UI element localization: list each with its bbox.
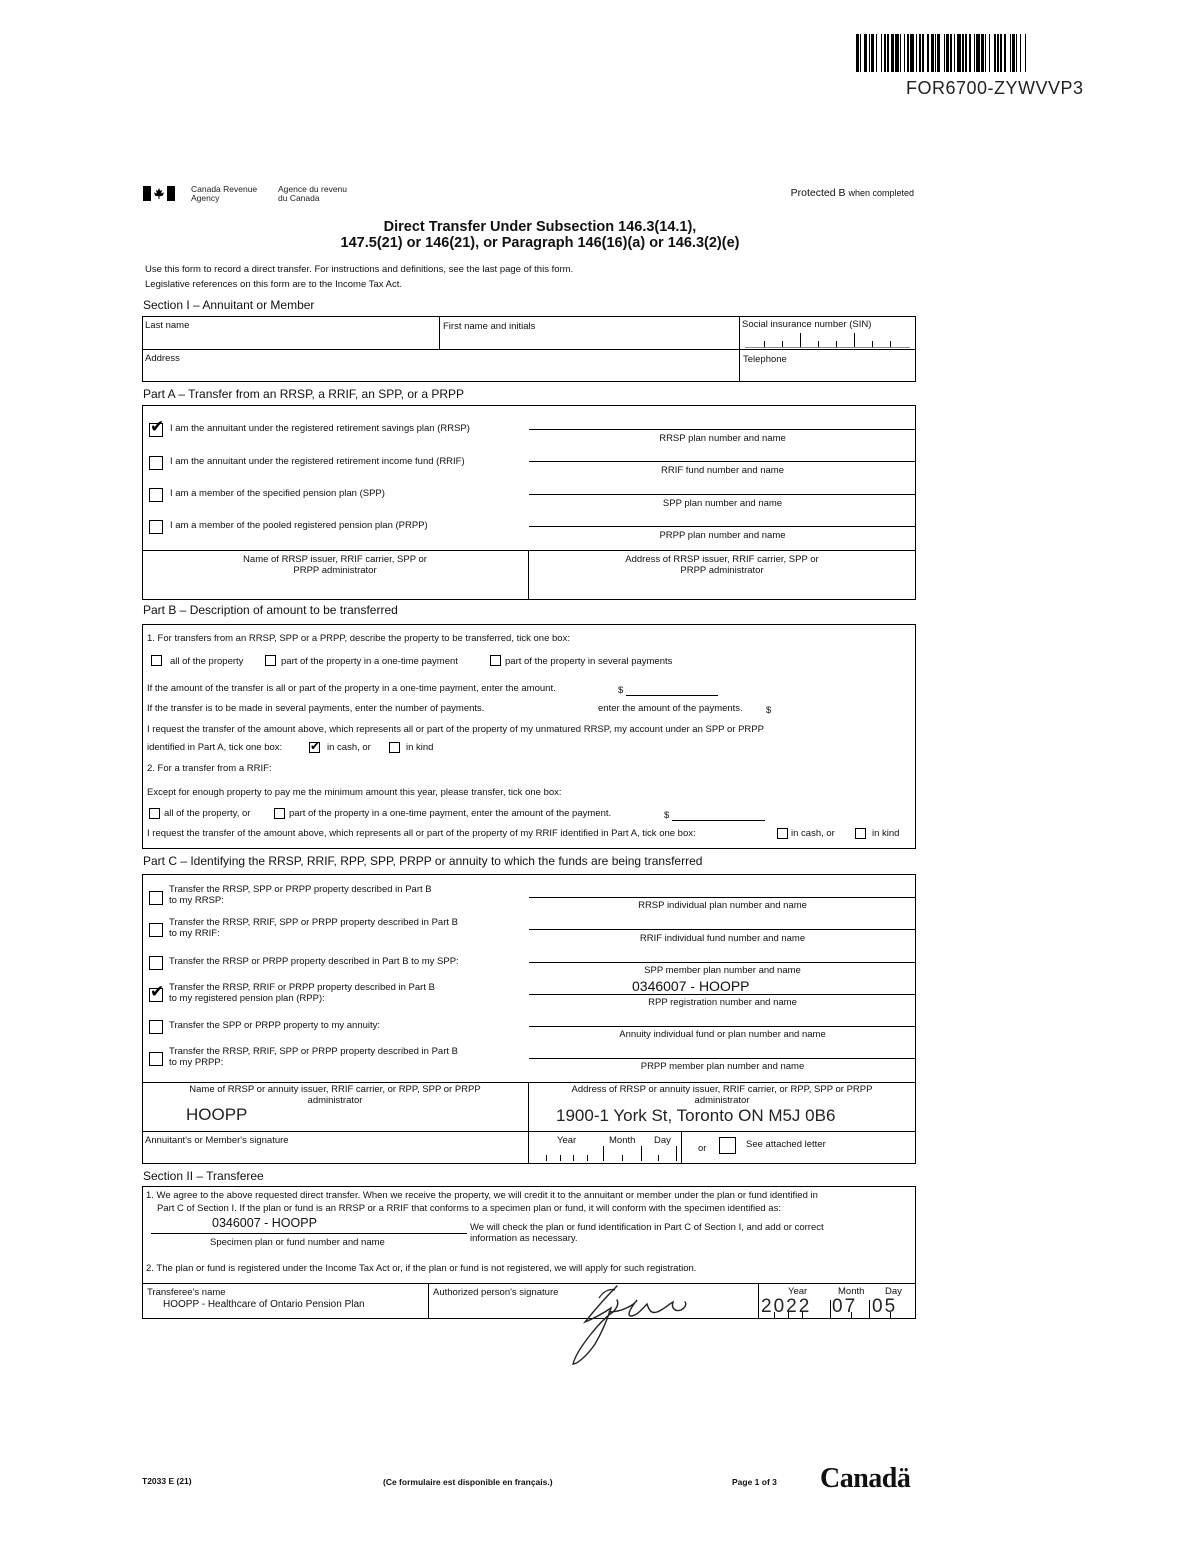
part-b-several-checkbox[interactable] <box>490 655 501 666</box>
part-b-in-cash-checkbox[interactable] <box>309 742 320 753</box>
part-b-q2: 2. For a transfer from a RRIF: <box>147 763 272 774</box>
part-a-rrif-label: I am the annuitant under the registered retirement income fund (RRIF) <box>170 456 465 467</box>
part-c-prpp-label: Transfer the RRSP, RRIF, SPP or PRPP property described in Part B to my PRPP: <box>169 1046 458 1068</box>
part-a-spp-checkbox[interactable] <box>149 488 163 502</box>
section-2-heading: Section II – Transferee <box>143 1169 264 1183</box>
see-attached-letter-label: See attached letter <box>746 1139 826 1150</box>
part-c-rrsp-line-label: RRSP individual plan number and name <box>638 900 807 911</box>
telephone-label: Telephone <box>743 354 787 365</box>
intro-text-1: Use this form to record a direct transfer. For instructions and definitions, see the last page of this form. <box>145 264 574 275</box>
part-c-rpp-checkbox[interactable] <box>149 988 163 1002</box>
authorized-signature-image <box>565 1278 705 1370</box>
date-day-label: Day <box>654 1135 671 1146</box>
part-c-issuer-address-value[interactable]: 1900-1 York St, Toronto ON M5J 0B6 <box>556 1106 836 1125</box>
part-c-annuity-label: Transfer the SPP or PRPP property to my annuity: <box>169 1020 381 1031</box>
form-title-line-1: Direct Transfer Under Subsection 146.3(14.1), <box>383 219 697 235</box>
section-2-paragraph-2: 2. The plan or fund is registered under the Income Tax Act or, if the plan or fund is not registered, we will apply for such registration. <box>146 1263 697 1274</box>
rpp-registration-value[interactable]: 0346007 - HOOPP <box>632 978 750 994</box>
part-c-spp-line-label: SPP member plan number and name <box>644 965 801 976</box>
part-c-issuer-name-label: Name of RRSP or annuity issuer, RRIF carrier, or RPP, SPP or PRPP administrator <box>189 1084 481 1106</box>
part-b-rrif-text: Except for enough property to pay me the minimum amount this year, please transfer, tick one box: <box>147 787 562 798</box>
protected-b-label: Protected B when completed <box>790 187 914 199</box>
canada-wordmark: Canadä <box>820 1463 911 1494</box>
section-2-paragraph-1a: 1. We agree to the above requested direct transfer. When we receive the property, we will credit it to the annuitant or member under the plan or fund identified in <box>146 1190 818 1201</box>
part-b-in-kind-checkbox[interactable] <box>389 742 400 753</box>
transferee-day-label: Day <box>885 1286 902 1297</box>
part-c-spp-checkbox[interactable] <box>149 956 163 970</box>
part-c-rrif-label: Transfer the RRSP, RRIF, SPP or PRPP property described in Part B to my RRIF: <box>169 917 458 939</box>
part-c-annuity-checkbox[interactable] <box>149 1020 163 1034</box>
part-b2-request-text: I request the transfer of the amount above, which represents all or part of the property of my RRIF identified in Part A, tick one box: <box>147 828 696 839</box>
sin-label: Social insurance number (SIN) <box>742 319 872 330</box>
address-label: Address <box>145 353 180 364</box>
part-b-in-cash-label: in cash, or <box>327 742 371 753</box>
first-name-label: First name and initials <box>443 321 536 332</box>
part-b2-all-label: all of the property, or <box>164 808 251 819</box>
transferee-name-value[interactable]: HOOPP - Healthcare of Ontario Pension Plan <box>163 1299 365 1310</box>
french-availability-note: (Ce formulaire est disponible en français.) <box>383 1477 553 1487</box>
part-b2-part-checkbox[interactable] <box>274 808 285 819</box>
specimen-plan-label: Specimen plan or fund number and name <box>210 1237 385 1248</box>
part-a-heading: Part A – Transfer from an RRSP, a RRIF, an SPP, or a PRPP <box>143 387 465 401</box>
part-b2-all-checkbox[interactable] <box>149 808 160 819</box>
part-b-payments-amount-text: enter the amount of the payments. <box>598 703 743 714</box>
part-c-rpp-line-label: RPP registration number and name <box>648 997 797 1008</box>
part-b-heading: Part B – Description of amount to be transferred <box>143 603 398 617</box>
part-a-spp-label: I am a member of the specified pension plan (SPP) <box>170 488 385 499</box>
part-b2-part-label: part of the property in a one-time payment, enter the amount of the payment. <box>289 808 612 819</box>
part-c-annuity-line-label: Annuity individual fund or plan number and name <box>619 1029 826 1040</box>
form-id: T2033 E (21) <box>142 1476 192 1486</box>
part-a-prpp-checkbox[interactable] <box>149 520 163 534</box>
part-b2-in-kind-checkbox[interactable] <box>855 828 866 839</box>
rrif-fund-line-label: RRIF fund number and name <box>660 465 785 476</box>
part-b-amount-text: If the amount of the transfer is all or part of the property in a one-time payment, enter the amount. <box>147 683 556 694</box>
transferee-name-label: Transferee's name <box>147 1287 226 1298</box>
part-b-all-property-checkbox[interactable] <box>151 655 162 666</box>
rrsp-plan-line-label: RRSP plan number and name <box>659 433 786 444</box>
dollar-sign-2: $ <box>766 705 772 716</box>
agency-name-fr: Agence du revenu du Canada <box>278 184 347 203</box>
part-a-issuer-address-label: Address of RRSP issuer, RRIF carrier, SPP or PRPP administrator <box>625 554 819 576</box>
part-b-in-kind-label: in kind <box>406 742 434 753</box>
part-a-issuer-name-label: Name of RRSP issuer, RRIF carrier, SPP or PRPP administrator <box>243 554 427 576</box>
dollar-sign-3: $ <box>664 810 670 821</box>
part-b2-amount-input[interactable] <box>672 820 765 821</box>
page-number: Page 1 of 3 <box>732 1477 777 1487</box>
form-title-line-2: 147.5(21) or 146(21), or Paragraph 146(16)(a) or 146.3(2)(e) <box>340 235 740 251</box>
part-c-rrif-line-label: RRIF individual fund number and name <box>639 933 806 944</box>
part-b2-in-cash-label: in cash, or <box>791 828 835 839</box>
transferee-year-label: Year <box>788 1286 808 1297</box>
section-2-paragraph-1b: Part C of Section I. If the plan or fund is an RRSP or a RRIF that conforms to a specimen plan or fund, it will conform with the specimen identified as: <box>157 1203 781 1214</box>
specimen-plan-value[interactable]: 0346007 - HOOPP <box>212 1216 317 1230</box>
part-b-all-property-label: all of the property <box>170 656 244 667</box>
part-b2-in-kind-label: in kind <box>872 828 900 839</box>
part-c-rrif-checkbox[interactable] <box>149 923 163 937</box>
part-c-rpp-label: Transfer the RRSP, RRIF or PRPP property described in Part B to my registered pension plan (RPP): <box>169 982 435 1004</box>
canada-flag-icon <box>143 186 175 201</box>
agency-name-en: Canada Revenue Agency <box>191 184 258 203</box>
part-c-issuer-name-value[interactable]: HOOPP <box>186 1105 248 1124</box>
dollar-sign: $ <box>618 685 624 696</box>
prpp-plan-line-label: PRPP plan number and name <box>659 530 786 541</box>
part-c-prpp-line-label: PRPP member plan number and name <box>640 1061 805 1072</box>
part-b-amount-input[interactable] <box>626 695 718 696</box>
authorized-signature-label: Authorized person's signature <box>433 1287 559 1298</box>
part-c-spp-label: Transfer the RRSP or PRPP property described in Part B to my SPP: <box>169 956 459 967</box>
or-label: or <box>698 1143 707 1154</box>
annuitant-signature-label: Annuitant's or Member's signature <box>145 1135 289 1146</box>
part-c-issuer-address-label: Address of RRSP or annuity issuer, RRIF carrier, or RPP, SPP or PRPP administrator <box>571 1084 873 1106</box>
see-attached-letter-checkbox[interactable] <box>719 1137 736 1154</box>
part-c-prpp-checkbox[interactable] <box>149 1052 163 1066</box>
part-b-several-label: part of the property in several payments <box>505 656 673 667</box>
part-b-tick-text: identified in Part A, tick one box: <box>147 742 283 753</box>
date-month-label: Month <box>609 1135 636 1146</box>
part-a-rrif-checkbox[interactable] <box>149 456 163 470</box>
part-a-rrsp-label: I am the annuitant under the registered retirement savings plan (RRSP) <box>170 423 470 434</box>
last-name-label: Last name <box>145 320 190 331</box>
part-b-one-time-checkbox[interactable] <box>265 655 276 666</box>
part-b-q1: 1. For transfers from an RRSP, SPP or a PRPP, describe the property to be transferred, tick one box: <box>147 633 570 644</box>
part-b-payments-text: If the transfer is to be made in several payments, enter the number of payments. <box>147 703 485 714</box>
part-a-rrsp-checkbox[interactable] <box>149 423 163 437</box>
check-identification-text: We will check the plan or fund identification in Part C of Section I, and add or correct information as necessary. <box>470 1222 824 1244</box>
part-b-request-text: I request the transfer of the amount above, which represents all or part of the property of my unmatured RRSP, my account under an SPP or PRPP <box>147 724 764 735</box>
section-1-heading: Section I – Annuitant or Member <box>143 298 315 312</box>
part-c-heading: Part C – Identifying the RRSP, RRIF, RPP, SPP, PRPP or annuity to which the funds are being transferred <box>143 854 703 868</box>
transferee-month-label: Month <box>838 1286 865 1297</box>
part-c-rrsp-label: Transfer the RRSP, SPP or PRPP property described in Part B to my RRSP: <box>169 884 432 906</box>
part-a-prpp-label: I am a member of the pooled registered pension plan (PRPP) <box>170 520 428 531</box>
date-year-label: Year <box>557 1135 577 1146</box>
barcode-text: FOR6700-ZYWVVP3 <box>906 78 1084 98</box>
part-b-one-time-label: part of the property in a one-time payment <box>281 656 458 667</box>
intro-text-2: Legislative references on this form are to the Income Tax Act. <box>145 279 402 290</box>
barcode <box>856 34 1152 72</box>
spp-plan-line-label: SPP plan number and name <box>662 498 783 509</box>
part-c-rrsp-checkbox[interactable] <box>149 891 163 905</box>
part-b2-in-cash-checkbox[interactable] <box>777 828 788 839</box>
